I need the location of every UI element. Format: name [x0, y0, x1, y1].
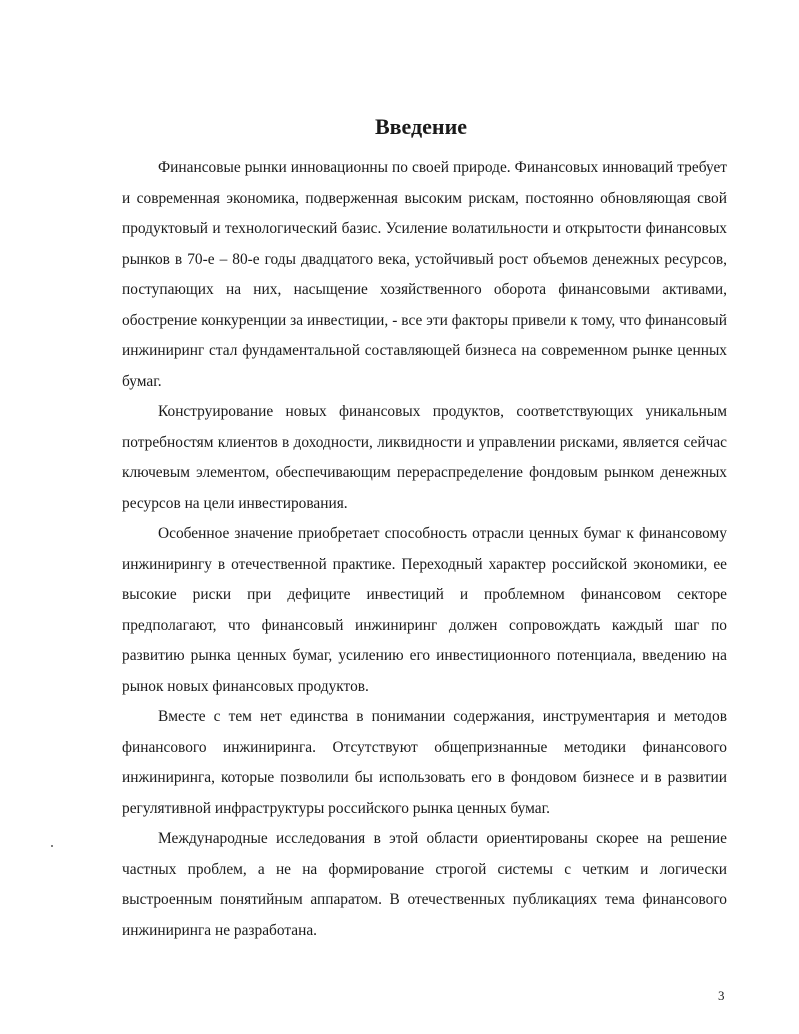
body-text: [122, 153, 727, 946]
scan-speck: [51, 845, 53, 847]
paragraph-4: Вместе с тем нет единства в понимании содержания, инструментария и методов финансового инжиниринга. Отсутствуют общепризнанные методики финансового инжиниринга, которые позволили бы использовать его в фондовом бизнесе и в развитии регулятивной инфраструктуры российского рынка ценных бумаг.: [122, 708, 727, 817]
paragraph-5: Международные исследования в этой области ориентированы скорее на решение частных проблем, а не на формирование строгой системы с четким и логически выстроенным понятийным аппаратом. В отечественных публикациях тема финансового инжиниринга не разработана.: [122, 830, 727, 939]
paragraph-2: Конструирование новых финансовых продуктов, соответствующих уникальным потребностям клиентов в доходности, ликвидности и управлении рисками, является сейчас ключевым элементом, обеспечивающим перераспределение фондовым рынком денежных ресурсов на цели инвестирования.: [122, 403, 727, 512]
page-title: Введение: [374, 114, 468, 139]
paragraph-3: Особенное значение приобретает способность отрасли ценных бумаг к финансовому инжинирингу в отечественной практике. Переходный характер российской экономики, ее высокие риски при дефиците инвестиций и проблемном финансовом секторе предполагают, что финансовый инжиниринг должен сопровождать каждый шаг по развитию рынка ценных бумаг, усилению его инвестиционного потенциала, введению на рынок новых финансовых продуктов.: [122, 525, 727, 695]
paragraph-1: Финансовые рынки инновационны по своей природе. Финансовых инноваций требует и современная экономика, подверженная высоким рискам, постоянно обновляющая свой продуктовый и технологический базис. Усиление волатильности и открытости финансовых рынков в 70-е – 80-е годы двадцатого века, устойчивый рост объемов денежных ресурсов, поступающих на них, насыщение хозяйственного оборота финансовыми активами, обострение конкуренции за инвестиции, - все эти факторы привели к тому, что финансовый инжиниринг стал фундаментальной составляющей бизнеса на современном рынке ценных бумаг.: [122, 159, 727, 390]
page-number: 3: [718, 988, 725, 1003]
